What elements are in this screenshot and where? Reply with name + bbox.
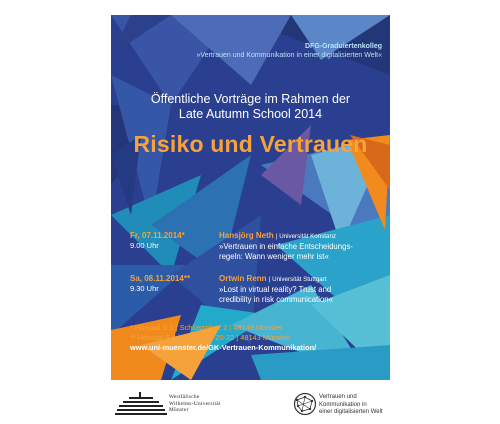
speaker-affiliation: | Universität Stuttgart xyxy=(268,276,327,283)
event-date: Fr, 07.11.2014* xyxy=(130,231,185,240)
talk-title-line-1: »Lost in virtual reality? Trust and xyxy=(219,285,332,294)
research-group-logo xyxy=(293,392,383,421)
location-footer xyxy=(130,323,316,353)
event-2-details xyxy=(219,274,333,305)
university-logo xyxy=(115,392,221,423)
event-time: 9.00 Uhr xyxy=(130,241,159,250)
subtitle-line-1: Öffentliche Vorträge im Rahmen der xyxy=(150,92,351,106)
event-1-details xyxy=(219,231,353,262)
event-1-datetime xyxy=(130,231,185,251)
university-name-line-3: Münster xyxy=(169,407,189,413)
poster-title: Risiko und Vertrauen xyxy=(133,131,368,157)
university-building-icon xyxy=(115,392,167,418)
talk-title-line-1: »Vertrauen in einfache Entscheidungs- xyxy=(219,242,353,251)
event-time: 9.30 Uhr xyxy=(130,284,159,293)
university-name-line-1: Westfälische xyxy=(169,394,200,400)
event-speaker-line xyxy=(219,231,353,242)
location-1: * Hörsaal S 1 | Schlossplatz 2 | 48149 Münster xyxy=(130,323,283,332)
location-2: ** Hörsaal F 4 | Domplatz 20-22 | 48143 Münster xyxy=(130,333,290,342)
subtitle-line-2: Late Autumn School 2014 xyxy=(178,107,323,121)
event-speaker-line xyxy=(219,274,333,285)
organizer-name: DFG-Graduiertenkolleg xyxy=(304,43,382,50)
speaker-affiliation: | Universität Konstanz xyxy=(275,233,336,240)
research-group-name xyxy=(319,394,383,417)
poster xyxy=(111,15,390,380)
university-name xyxy=(169,394,221,414)
research-group-name-line-2: Kommunikation in xyxy=(319,401,367,408)
subtitle xyxy=(111,92,390,122)
university-name-line-2: Wilhelms-Universität xyxy=(169,400,221,407)
website-url[interactable]: www.uni-muenster.de/GK-Vertrauen-Kommunikation/ xyxy=(130,343,317,352)
speaker-name: Hansjörg Neth xyxy=(219,231,274,240)
organizer-block xyxy=(197,42,382,60)
speaker-name: Ortwin Renn xyxy=(219,274,267,283)
research-group-name-line-3: einer digitalisierten Welt xyxy=(319,409,383,415)
talk-title-line-2: regeln: Wann weniger mehr ist« xyxy=(219,252,329,261)
globe-network-icon xyxy=(293,392,317,416)
event-date: Sa, 08.11.2014** xyxy=(130,274,191,283)
research-group-name-line-1: Vertrauen und xyxy=(319,394,357,400)
talk-title-line-2: credibility in risk communication« xyxy=(219,295,333,304)
event-2-datetime xyxy=(130,274,190,294)
organizer-program: »Vertrauen und Kommunikation in einer digitalisierten Welt« xyxy=(196,52,382,59)
